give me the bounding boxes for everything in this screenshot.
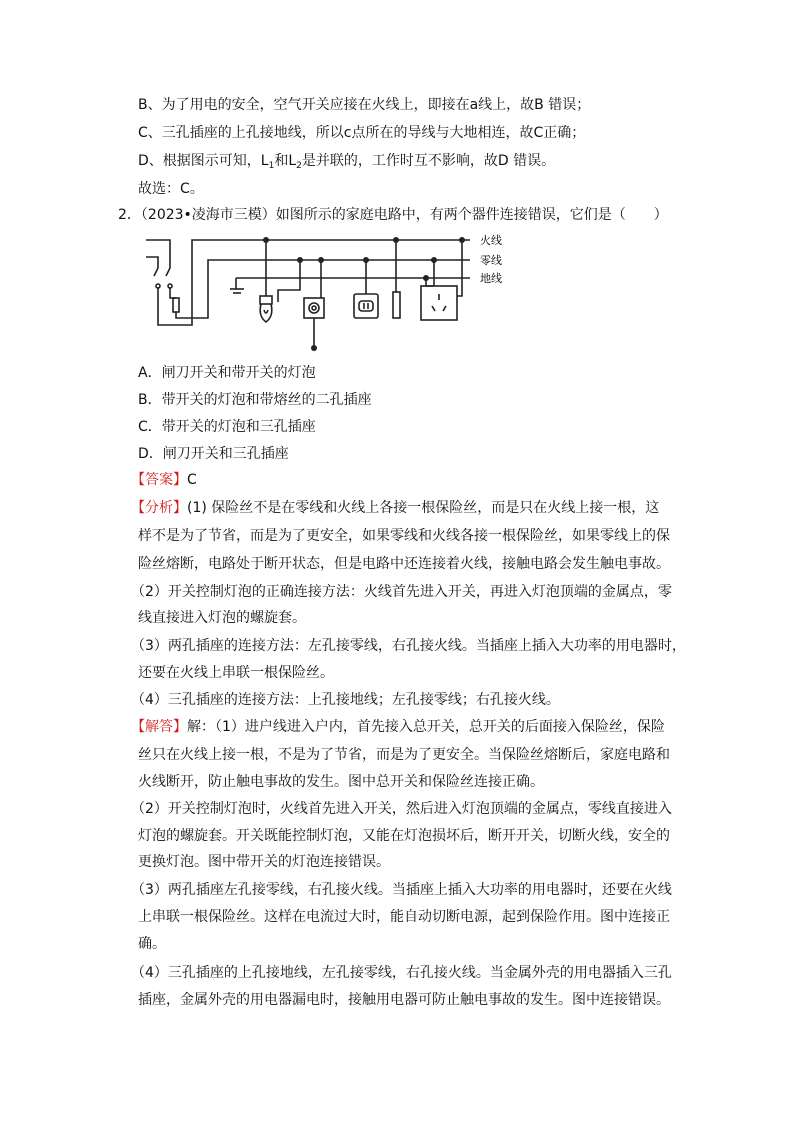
- prev-choice: 故选：C。: [138, 181, 204, 197]
- analysis-line-5: 线直接进入灯泡的螺旋套。: [138, 610, 306, 626]
- solution-line-1: 【解答】解：（1）进户线进入户内，首先接入总开关，总开关的后面接入保险丝，保险: [131, 719, 665, 735]
- solution-tag: 【解答】: [131, 719, 187, 735]
- solution-line-6: 更换灯泡。图中带开关的灯泡连接错误。: [138, 854, 390, 870]
- label-live: 火线: [480, 234, 502, 247]
- prev-option-b: B、为了用电的安全，空气开关应接在火线上，即接在a线上，故B 错误；: [138, 97, 591, 113]
- solution-line-11: 插座，金属外壳的用电器漏电时，接触用电器可防止触电事故的发生。图中连接错误。: [138, 992, 670, 1008]
- solution-line-2: 丝只在火线上接一根，不是为了节省，而是为了更安全。当保险丝熔断后，家庭电路和: [138, 747, 670, 763]
- analysis-line-1: 【分析】(1) 保险丝不是在零线和火线上各接一根保险丝，而是只在火线上接一根，这: [131, 500, 660, 516]
- question-stem: 2．（2023•凌海市三模）如图所示的家庭电路中，有两个器件连接错误，它们是（ ）: [118, 207, 668, 223]
- solution-line-4: （2）开关控制灯泡时，火线首先进入开关，然后进入灯泡顶端的金属点，零线直接进入: [131, 801, 672, 817]
- solution-line-3: 火线断开，防止触电事故的发生。图中总开关和保险丝连接正确。: [138, 774, 544, 790]
- prev-option-c: C、三孔插座的上孔接地线，所以c点所在的导线与大地相连，故C正确；: [138, 125, 586, 141]
- option-d: D．闸刀开关和三孔插座: [138, 446, 289, 462]
- option-a: A．闸刀开关和带开关的灯泡: [138, 365, 316, 381]
- answer-tag: 【答案】: [131, 472, 187, 488]
- analysis-line-2: 样不是为了节省，而是为了更安全，如果零线和火线各接一根保险丝，如果零线上的保: [138, 528, 670, 544]
- analysis-tag: 【分析】: [131, 500, 187, 516]
- analysis-line-6: （3）两孔插座的连接方法：左孔接零线，右孔接火线。当插座上插入大功率的用电器时，: [131, 638, 686, 654]
- solution-line-5: 灯泡的螺旋套。开关既能控制灯泡，又能在灯泡损坏后，断开开关，切断火线，安全的: [138, 828, 670, 844]
- prev-option-d: D、根据图示可知，$L_1$和$L_2$是并联的，工作时互不影响，故D 错误。: [138, 153, 556, 171]
- analysis-line-4: （2）开关控制灯泡的正确连接方法：火线首先进入开关，再进入灯泡顶端的金属点，零: [131, 584, 672, 600]
- label-ground: 地线: [480, 272, 502, 285]
- solution-line-10: （4）三孔插座的上孔接地线，左孔接零线，右孔接火线。当金属外壳的用电器插入三孔: [131, 965, 672, 981]
- solution-line-7: （3）两孔插座左孔接零线，右孔接火线。当插座上插入大功率的用电器时，还要在火线: [131, 882, 672, 898]
- option-b: B．带开关的灯泡和带熔丝的二孔插座: [138, 392, 372, 408]
- analysis-line-8: （4）三孔插座的连接方法：上孔接地线；左孔接零线；右孔接火线。: [131, 692, 560, 708]
- solution-line-9: 确。: [138, 936, 166, 952]
- option-c: C．带开关的灯泡和三孔插座: [138, 419, 316, 435]
- solution-line-8: 上串联一根保险丝。这样在电流过大时，能自动切断电源，起到保险作用。图中连接正: [138, 909, 670, 925]
- label-neutral: 零线: [480, 254, 502, 267]
- answer-value: C: [187, 472, 197, 488]
- answer: [131, 470, 197, 490]
- circuit-diagram: [140, 232, 540, 357]
- analysis-line-7: 还要在火线上串联一根保险丝。: [138, 665, 334, 681]
- analysis-line-3: 险丝熔断，电路处于断开状态，但是电路中还连接着火线，接触电路会发生触电事故。: [138, 556, 670, 572]
